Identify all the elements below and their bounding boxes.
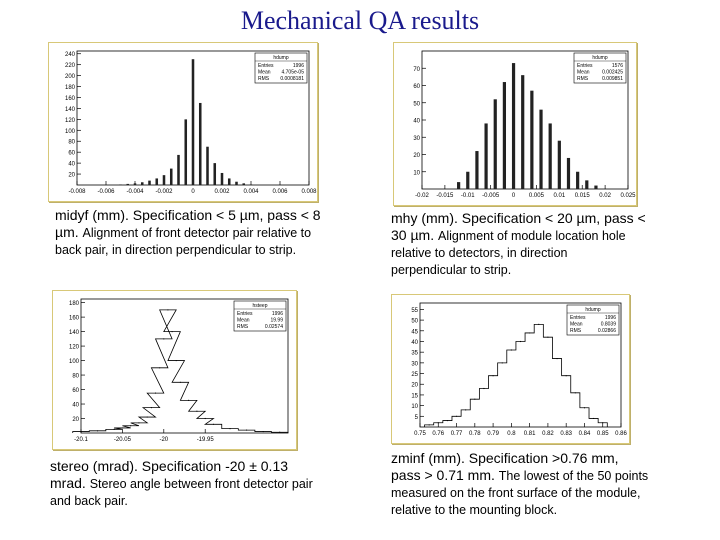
histogram-stereo	[52, 290, 297, 450]
y-tick-label: 80	[68, 139, 75, 146]
histogram-bar	[576, 172, 579, 189]
histogram-bar	[192, 59, 195, 185]
histogram-bar	[530, 91, 533, 189]
histogram-bar	[475, 151, 478, 189]
histogram-bar	[199, 103, 202, 185]
histogram-bar	[457, 182, 460, 189]
histogram-point	[122, 427, 123, 428]
histogram-point	[196, 411, 197, 412]
histogram-point	[180, 382, 181, 383]
histogram-point	[566, 375, 567, 376]
stats-value: 0.0008181	[280, 76, 304, 82]
y-tick-label: 140	[68, 330, 79, 337]
y-tick-label: 100	[64, 128, 75, 135]
histogram-point	[155, 393, 156, 394]
histogram-bar	[155, 178, 158, 185]
x-tick-label: 0.84	[578, 431, 591, 437]
y-tick-label: 100	[68, 359, 79, 366]
histogram-bar	[466, 172, 469, 189]
stats-label: RMS	[577, 76, 589, 82]
y-tick-label: 120	[64, 117, 75, 124]
y-tick-label: 200	[64, 74, 75, 81]
histogram-point	[246, 430, 247, 431]
y-tick-label: 55	[411, 307, 418, 314]
histogram-point	[556, 358, 557, 359]
x-tick-label: -0.01	[460, 193, 475, 199]
caption-zminf	[391, 450, 651, 518]
stats-value: 0.02574	[264, 324, 283, 330]
y-tick-label: 30	[411, 361, 418, 368]
histogram-point	[547, 337, 548, 338]
x-tick-label: -20.05	[113, 437, 131, 443]
histogram-point	[602, 422, 603, 423]
x-tick-label: -0.015	[436, 193, 454, 199]
caption-zminf-detail: The lowest of the 50 points measured on the front surface of the module, relative to the mounting block.	[391, 469, 649, 517]
x-tick-label: 0.85	[596, 431, 609, 437]
y-tick-label: 20	[411, 382, 418, 389]
histogram-point	[188, 400, 189, 401]
histogram-point	[163, 338, 164, 339]
stats-name: hdump	[585, 307, 601, 313]
x-tick-label: 0.004	[243, 189, 259, 195]
histogram-bar	[184, 119, 187, 185]
histogram-point	[529, 332, 530, 333]
stats-label: Entries	[258, 63, 274, 69]
x-tick-label: 0.77	[450, 431, 463, 437]
stats-label: Entries	[577, 63, 593, 69]
histogram-bar	[484, 123, 487, 189]
y-tick-label: 20	[413, 153, 420, 159]
histogram-bar	[235, 182, 238, 185]
x-tick-label: 0	[191, 189, 195, 195]
stats-value: 1996	[292, 63, 304, 69]
y-tick-label: 240	[64, 52, 75, 59]
x-tick-label: 0.008	[301, 189, 317, 195]
x-tick-label: 0.86	[615, 431, 627, 437]
histogram-point	[502, 362, 503, 363]
y-tick-label: 80	[72, 373, 79, 380]
histogram-point	[575, 392, 576, 393]
stats-label: Mean	[237, 317, 250, 324]
x-tick-label: 0.02	[599, 193, 611, 199]
y-tick-label: 50	[411, 318, 418, 325]
stats-value: 0.002425	[602, 69, 623, 76]
histogram-bar	[539, 110, 542, 189]
histogram-zminf	[391, 294, 630, 444]
histogram-bar	[141, 182, 144, 185]
stats-value: 4.705e-05	[281, 69, 304, 76]
histogram-bar	[206, 147, 209, 185]
histogram-bar	[221, 173, 224, 185]
y-tick-label: 120	[68, 344, 79, 351]
y-tick-label: 160	[68, 315, 79, 322]
x-tick-label: -0.02	[415, 193, 429, 199]
histogram-point	[279, 432, 280, 433]
x-tick-label: 0.76	[432, 431, 445, 437]
slide-title: Mechanical QA results	[240, 6, 480, 35]
x-tick-label: 0.002	[214, 189, 230, 195]
histogram-point	[138, 422, 139, 423]
stats-value: 0.8039	[600, 321, 616, 328]
stats-value: 19.99	[270, 317, 283, 324]
caption-midyf-detail: Alignment of front detector pair relative to back pair, in direction perpendicular to strip.	[55, 226, 312, 257]
y-tick-label: 180	[64, 85, 75, 92]
histogram-bar	[521, 75, 524, 189]
y-tick-label: 10	[413, 170, 420, 177]
caption-midyf	[55, 207, 325, 258]
histogram-point	[520, 341, 521, 342]
stats-value: 1576	[611, 63, 623, 69]
caption-stereo-main: stereo (mrad). Specification -20 ± 0.13 mrad.	[50, 458, 289, 491]
y-tick-label: 140	[64, 106, 75, 113]
histogram-bar	[228, 178, 231, 185]
caption-mhy	[391, 210, 646, 278]
histogram-point	[429, 424, 430, 425]
stats-label: RMS	[237, 324, 249, 330]
histogram-point	[483, 388, 484, 389]
histogram-bar	[585, 180, 588, 189]
x-tick-label: -20	[159, 437, 169, 443]
histogram-point	[205, 418, 206, 419]
x-tick-label: 0	[511, 193, 516, 199]
stats-label: RMS	[570, 328, 582, 334]
y-tick-label: 25	[411, 372, 418, 379]
histogram-point	[97, 430, 98, 431]
x-tick-label: 0.79	[487, 431, 499, 437]
y-tick-label: 15	[411, 393, 418, 400]
histogram-point	[538, 324, 539, 325]
histogram-bar	[549, 123, 552, 189]
y-tick-label: 40	[413, 118, 420, 125]
x-tick-label: 0.82	[542, 431, 554, 437]
histogram-bar	[126, 184, 129, 185]
stats-box	[567, 305, 619, 335]
histogram-midyf	[48, 42, 318, 202]
histogram-bar	[250, 184, 253, 185]
y-tick-label: 20	[68, 172, 75, 179]
histogram-bar	[558, 141, 561, 189]
histogram-point	[584, 407, 585, 408]
stats-value: 0.009851	[602, 76, 623, 82]
x-tick-label: 0.81	[523, 431, 536, 437]
stats-name: hdump	[273, 55, 289, 61]
y-tick-label: 220	[64, 63, 75, 70]
stats-label: Mean	[258, 69, 271, 76]
y-tick-label: 10	[411, 404, 418, 411]
histogram-point	[465, 409, 466, 410]
stats-label: Mean	[577, 69, 590, 76]
caption-zminf-main: zminf (mm). Specification >0.76 mm, pass > 0.71 mm.	[391, 450, 619, 483]
y-tick-label: 45	[411, 329, 418, 336]
x-tick-label: 0.75	[414, 431, 426, 437]
y-tick-label: 50	[413, 101, 420, 108]
histogram-bar	[177, 155, 180, 185]
histogram-point	[456, 416, 457, 417]
x-tick-label: 0.83	[560, 431, 573, 437]
histogram-point	[213, 424, 214, 425]
x-tick-label: 0.005	[528, 193, 544, 199]
y-tick-label: 180	[68, 301, 79, 308]
histogram-point	[114, 429, 115, 430]
x-tick-label: 0.78	[468, 431, 481, 437]
histogram-point	[229, 428, 230, 429]
histogram-bar	[242, 183, 245, 185]
histogram-point	[593, 418, 594, 419]
histogram-bar	[148, 181, 151, 185]
histogram-point	[511, 349, 512, 350]
histogram-mhy-svg	[394, 43, 636, 205]
x-tick-label: 0.015	[574, 193, 590, 199]
y-tick-label: 40	[411, 339, 418, 346]
x-tick-label: -0.005	[482, 193, 500, 199]
histogram-point	[167, 309, 168, 310]
y-tick-label: 160	[64, 95, 75, 102]
y-tick-label: 35	[411, 350, 418, 357]
stats-box	[574, 53, 626, 83]
stats-box	[255, 53, 307, 83]
y-tick-label: 30	[413, 135, 420, 142]
histogram-point	[151, 407, 152, 408]
y-tick-label: 5	[414, 414, 418, 421]
histogram-point	[176, 360, 177, 361]
x-tick-label: -0.008	[68, 189, 86, 195]
stats-value: 1996	[271, 311, 283, 317]
x-tick-label: 0.006	[272, 189, 288, 195]
histogram-mhy	[393, 42, 637, 206]
stats-value: 0.02866	[597, 328, 616, 334]
stats-name: hdump	[592, 55, 608, 61]
caption-mhy-main: mhy (mm). Specification < 20 µm, pass < 30 µm.	[391, 210, 646, 243]
histogram-bar	[119, 184, 122, 185]
stats-label: Mean	[570, 321, 583, 328]
histogram-bar	[512, 63, 515, 189]
stats-label: Entries	[237, 311, 253, 317]
histogram-bar	[213, 163, 216, 185]
stats-box	[234, 301, 286, 331]
y-tick-label: 60	[413, 84, 420, 90]
y-tick-label: 70	[413, 66, 420, 73]
histogram-bar	[567, 158, 570, 189]
histogram-bar	[594, 186, 597, 189]
x-tick-label: 0.01	[553, 193, 566, 199]
histogram-point	[447, 420, 448, 421]
stats-name: hsteep	[252, 303, 268, 309]
histogram-point	[492, 375, 493, 376]
histogram-bar	[503, 82, 506, 189]
y-tick-label: 40	[72, 402, 79, 409]
stats-value: 1996	[604, 315, 616, 321]
histogram-bar	[163, 175, 166, 185]
x-tick-label: -20.1	[74, 437, 88, 443]
histogram-midyf-svg	[49, 43, 317, 201]
caption-mhy-detail: Alignment of module location hole relative to detectors, in direction perpendicular to strip.	[391, 229, 626, 277]
x-tick-label: -0.002	[155, 189, 173, 195]
x-tick-label: 0.025	[620, 193, 636, 199]
caption-midyf-main: midyf (mm). Specification < 5 µm, pass < 8 µm.	[55, 207, 321, 240]
caption-stereo	[50, 458, 320, 509]
x-tick-label: -0.004	[126, 189, 144, 195]
y-tick-label: 60	[72, 388, 79, 395]
histogram-point	[80, 431, 81, 432]
histogram-point	[159, 367, 160, 368]
histogram-point	[147, 416, 148, 417]
x-tick-label: 0.8	[507, 431, 516, 437]
y-tick-label: 20	[72, 417, 79, 424]
histogram-point	[130, 425, 131, 426]
histogram-point	[171, 331, 172, 332]
histogram-zminf-svg	[392, 295, 629, 443]
histogram-bar	[494, 99, 497, 189]
histogram-bar	[134, 183, 137, 185]
caption-stereo-detail: Stereo angle between front detector pair and back pair.	[50, 477, 313, 508]
histogram-point	[438, 422, 439, 423]
histogram-point	[474, 399, 475, 400]
histogram-point	[263, 431, 264, 432]
y-tick-label: 60	[68, 150, 75, 157]
stats-label: RMS	[258, 76, 270, 82]
y-tick-label: 40	[68, 161, 75, 168]
histogram-stereo-svg	[53, 291, 296, 449]
stats-label: Entries	[570, 315, 586, 321]
x-tick-label: -19.95	[196, 437, 214, 443]
x-tick-label: -0.006	[97, 189, 115, 195]
histogram-bar	[170, 169, 173, 185]
